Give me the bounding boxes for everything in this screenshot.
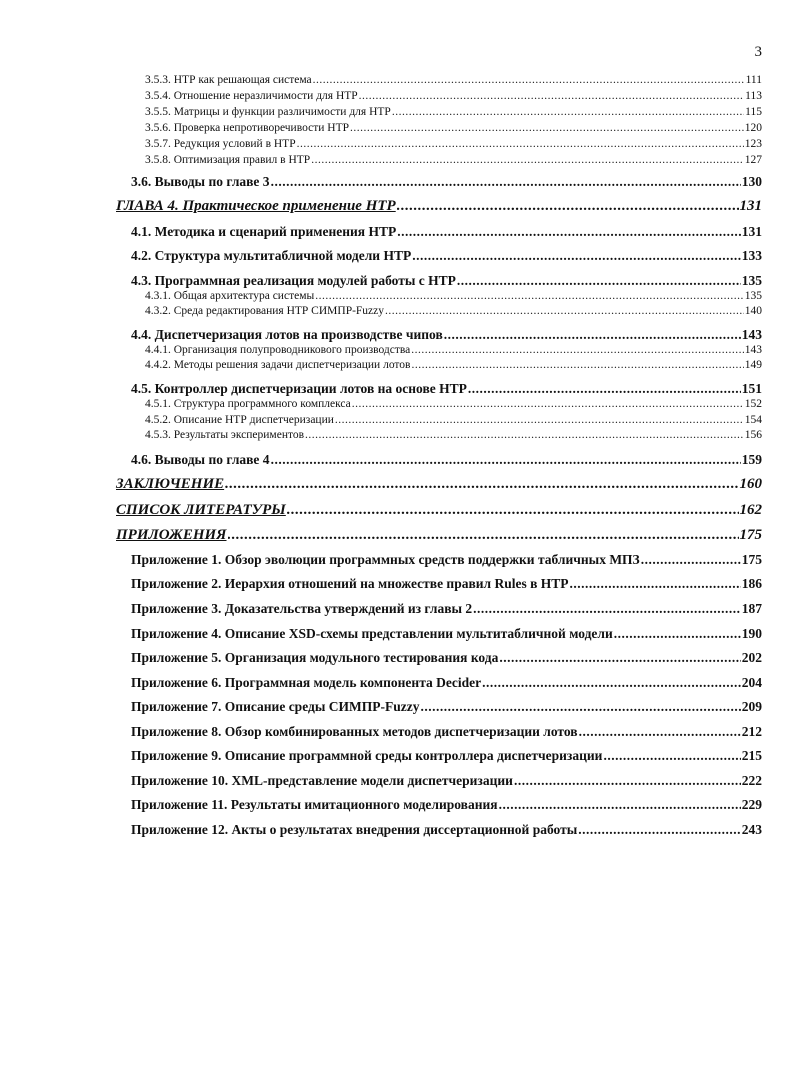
dot-leader — [335, 414, 744, 427]
toc-entry-label: 3.6. Выводы по главе 3 — [131, 174, 270, 189]
dot-leader — [385, 305, 744, 318]
toc-entry-label: 4.5. Контроллер диспетчеризации лотов на основе НТР — [131, 381, 467, 396]
toc-entry-page: 222 — [741, 773, 762, 788]
toc-entry-page: 156 — [744, 429, 762, 441]
dot-leader — [315, 290, 744, 303]
toc-entry-page: 209 — [741, 699, 762, 714]
toc-entry-page: 159 — [741, 452, 762, 467]
toc-entry-page: 243 — [741, 822, 762, 837]
toc-entry-4-3[interactable] — [131, 273, 762, 289]
toc-entry-conclusion[interactable] — [116, 476, 762, 493]
toc-entry-label: 4.3.2. Среда редактирования НТР СИМПР-Fuzzy — [145, 305, 385, 317]
toc-entry-page: 123 — [744, 138, 762, 150]
toc-entry-page: 212 — [741, 724, 762, 739]
toc-entry-label: 3.5.6. Проверка непротиворечивости НТР — [145, 122, 349, 134]
toc-entry-appendix-8[interactable] — [131, 724, 762, 740]
page-number: 3 — [754, 44, 762, 60]
toc-entry-label: 3.5.4. Отношение неразличимости для НТР — [145, 90, 358, 102]
toc-entry-page: 215 — [741, 748, 762, 763]
toc-entry-label: Приложение 7. Описание среды СИМПР-Fuzzy — [131, 699, 420, 714]
toc-entry-4-5-2[interactable] — [145, 414, 762, 427]
toc-entry-label: Приложение 10. XML-представление модели диспетчеризации — [131, 773, 513, 788]
dot-leader — [228, 527, 739, 544]
toc-entry-label: 3.5.5. Матрицы и функции различимости для НТР — [145, 106, 391, 118]
toc-entry-label: Приложение 8. Обзор комбинированных методов диспетчеризации лотов — [131, 724, 578, 739]
toc-entry-4-6[interactable] — [131, 452, 762, 468]
toc-entry-3-5-5[interactable] — [145, 106, 762, 119]
toc-entry-label: 4.4. Диспетчеризация лотов на производстве чипов — [131, 327, 443, 342]
toc-entry-label: 4.5.1. Структура программного комплекса — [145, 398, 351, 410]
toc-entry-page: 175 — [741, 552, 762, 567]
toc-entry-label: 4.5.3. Результаты экспериментов — [145, 429, 305, 441]
toc-entry-page: 135 — [741, 273, 762, 288]
dot-leader — [473, 601, 741, 617]
toc-entry-page: 143 — [741, 327, 762, 342]
toc-entry-label: 3.5.3. НТР как решающая система — [145, 74, 312, 86]
toc-entry-3-5-6[interactable] — [145, 122, 762, 135]
toc-entry-label: 4.6. Выводы по главе 4 — [131, 452, 270, 467]
toc-entry-appendix-10[interactable] — [131, 773, 762, 789]
dot-leader — [297, 138, 744, 151]
toc-entry-appendix-12[interactable] — [131, 822, 762, 838]
dot-leader — [287, 502, 739, 519]
toc-entry-4-2[interactable] — [131, 248, 762, 264]
toc-entry-page: 133 — [741, 248, 762, 263]
toc-entry-page: 186 — [741, 576, 762, 591]
toc-entry-page: 149 — [744, 359, 762, 371]
toc-entry-page: 175 — [739, 527, 762, 543]
toc-entry-label: 4.5.2. Описание НТР диспетчеризации — [145, 414, 334, 426]
toc-entry-references[interactable] — [116, 502, 762, 519]
toc-entry-label: Приложение 5. Организация модульного тестирования кода — [131, 650, 499, 665]
toc-entry-label: Приложение 11. Результаты имитационного моделирования — [131, 797, 498, 812]
toc-entry-label: 4.1. Методика и сценарий применения НТР — [131, 224, 397, 239]
toc-entry-label: ПРИЛОЖЕНИЯ — [116, 527, 227, 543]
toc-entry-label: Приложение 12. Акты о результатах внедрения диссертационной работы — [131, 822, 578, 837]
toc-entry-label: Приложение 3. Доказательства утверждений из главы 2 — [131, 601, 473, 616]
dot-leader — [411, 344, 743, 357]
toc-entry-4-4[interactable] — [131, 327, 762, 343]
toc-entry-page: 135 — [744, 290, 762, 302]
dot-leader — [457, 273, 741, 289]
toc-entry-3-6[interactable] — [131, 174, 762, 190]
toc-entry-3-5-3[interactable] — [145, 74, 762, 87]
toc-entry-4-3-1[interactable] — [145, 290, 762, 303]
toc-entry-appendix-6[interactable] — [131, 675, 762, 691]
dot-leader — [397, 198, 739, 215]
dot-leader — [411, 359, 743, 372]
toc-entry-label: 4.3. Программная реализация модулей работы с НТР — [131, 273, 456, 288]
toc-entry-page: 127 — [744, 154, 762, 166]
toc-entry-label: 4.3.1. Общая архитектура системы — [145, 290, 315, 302]
dot-leader — [499, 797, 741, 813]
toc-entry-label: Приложение 2. Иерархия отношений на множестве правил Rules в НТР — [131, 576, 569, 591]
dot-leader — [420, 699, 740, 715]
toc-entry-label: Приложение 4. Описание XSD-схемы представлении мультитабличной модели — [131, 626, 613, 641]
dot-leader — [514, 773, 741, 789]
toc-entry-page: 202 — [741, 650, 762, 665]
dot-leader — [352, 398, 744, 411]
toc-entry-page: 152 — [744, 398, 762, 410]
dot-leader — [579, 724, 741, 740]
toc-entry-page: 204 — [741, 675, 762, 690]
toc-entry-appendix-4[interactable] — [131, 626, 762, 642]
toc-entry-appendix-11[interactable] — [131, 797, 762, 813]
toc-entry-appendix-7[interactable] — [131, 699, 762, 715]
toc-entry-page: 190 — [741, 626, 762, 641]
toc-entry-page: 160 — [739, 476, 762, 492]
toc-entry-4-5-3[interactable] — [145, 429, 762, 442]
toc-entry-3-5-4[interactable] — [145, 90, 762, 103]
toc-entry-label: 4.4.1. Организация полупроводникового производства — [145, 344, 411, 356]
toc-entry-page: 143 — [744, 344, 762, 356]
toc-entry-page: 140 — [744, 305, 762, 317]
dot-leader — [313, 74, 745, 87]
toc-entry-label: Приложение 1. Обзор эволюции программных средств поддержки табличных МПЗ — [131, 552, 640, 567]
toc-entry-4-3-2[interactable] — [145, 305, 762, 318]
toc-entry-appendix-5[interactable] — [131, 650, 762, 666]
dot-leader — [305, 429, 744, 442]
toc-entry-page: 187 — [741, 601, 762, 616]
toc-entry-label: ЗАКЛЮЧЕНИЕ — [116, 476, 225, 492]
toc-entry-4-4-1[interactable] — [145, 344, 762, 357]
toc-entry-4-5[interactable] — [131, 381, 762, 397]
toc-entry-page: 115 — [745, 106, 762, 118]
toc-entry-4-1[interactable] — [131, 224, 762, 240]
dot-leader — [412, 248, 741, 264]
toc-entry-label: ГЛАВА 4. Практическое применение НТР — [116, 198, 396, 214]
dot-leader — [444, 327, 741, 343]
toc-entry-appendix-3[interactable] — [131, 601, 762, 617]
toc-entry-page: 131 — [741, 224, 762, 239]
toc-entry-page: 162 — [739, 502, 762, 518]
toc-entry-4-4-2[interactable] — [145, 359, 762, 372]
toc-entry-3-5-8[interactable] — [145, 154, 762, 167]
dot-leader — [468, 381, 741, 397]
dot-leader — [578, 822, 740, 838]
toc-entry-appendix-2[interactable] — [131, 576, 762, 592]
toc-entry-label: Приложение 9. Описание программной среды контроллера диспетчеризации — [131, 748, 603, 763]
dot-leader — [225, 476, 738, 493]
dot-leader — [641, 552, 741, 568]
toc-entry-page: 120 — [744, 122, 762, 134]
toc-entry-page: 229 — [741, 797, 762, 812]
toc-entry-4-5-1[interactable] — [145, 398, 762, 411]
dot-leader — [271, 174, 741, 190]
dot-leader — [271, 452, 741, 468]
toc-entry-label: СПИСОК ЛИТЕРАТУРЫ — [116, 502, 286, 518]
toc-entry-page: 113 — [745, 90, 762, 102]
toc-entry-page: 131 — [739, 198, 762, 214]
toc-entry-page: 130 — [741, 174, 762, 189]
dot-leader — [499, 650, 740, 666]
toc-entry-page: 154 — [744, 414, 762, 426]
dot-leader — [392, 106, 744, 119]
dot-leader — [397, 224, 741, 240]
toc-entry-page: 151 — [741, 381, 762, 396]
toc-entry-label: 3.5.7. Редукция условий в НТР — [145, 138, 296, 150]
dot-leader — [311, 154, 744, 167]
dot-leader — [359, 90, 745, 103]
dot-leader — [570, 576, 741, 592]
toc-entry-page: 111 — [745, 74, 762, 86]
dot-leader — [614, 626, 741, 642]
toc-entry-label: 3.5.8. Оптимизация правил в НТР — [145, 154, 311, 166]
toc-entry-appendix-9[interactable] — [131, 748, 762, 764]
toc-entry-chapter-4[interactable] — [116, 198, 762, 215]
dot-leader — [603, 748, 740, 764]
dot-leader — [482, 675, 741, 691]
toc-entry-label: 4.2. Структура мультитабличной модели НТР — [131, 248, 412, 263]
toc-entry-3-5-7[interactable] — [145, 138, 762, 151]
toc-entry-label: Приложение 6. Программная модель компонента Decider — [131, 675, 482, 690]
dot-leader — [350, 122, 744, 135]
toc-entry-appendices[interactable] — [116, 527, 762, 544]
toc-entry-appendix-1[interactable] — [131, 552, 762, 568]
toc-entry-label: 4.4.2. Методы решения задачи диспетчеризации лотов — [145, 359, 411, 371]
